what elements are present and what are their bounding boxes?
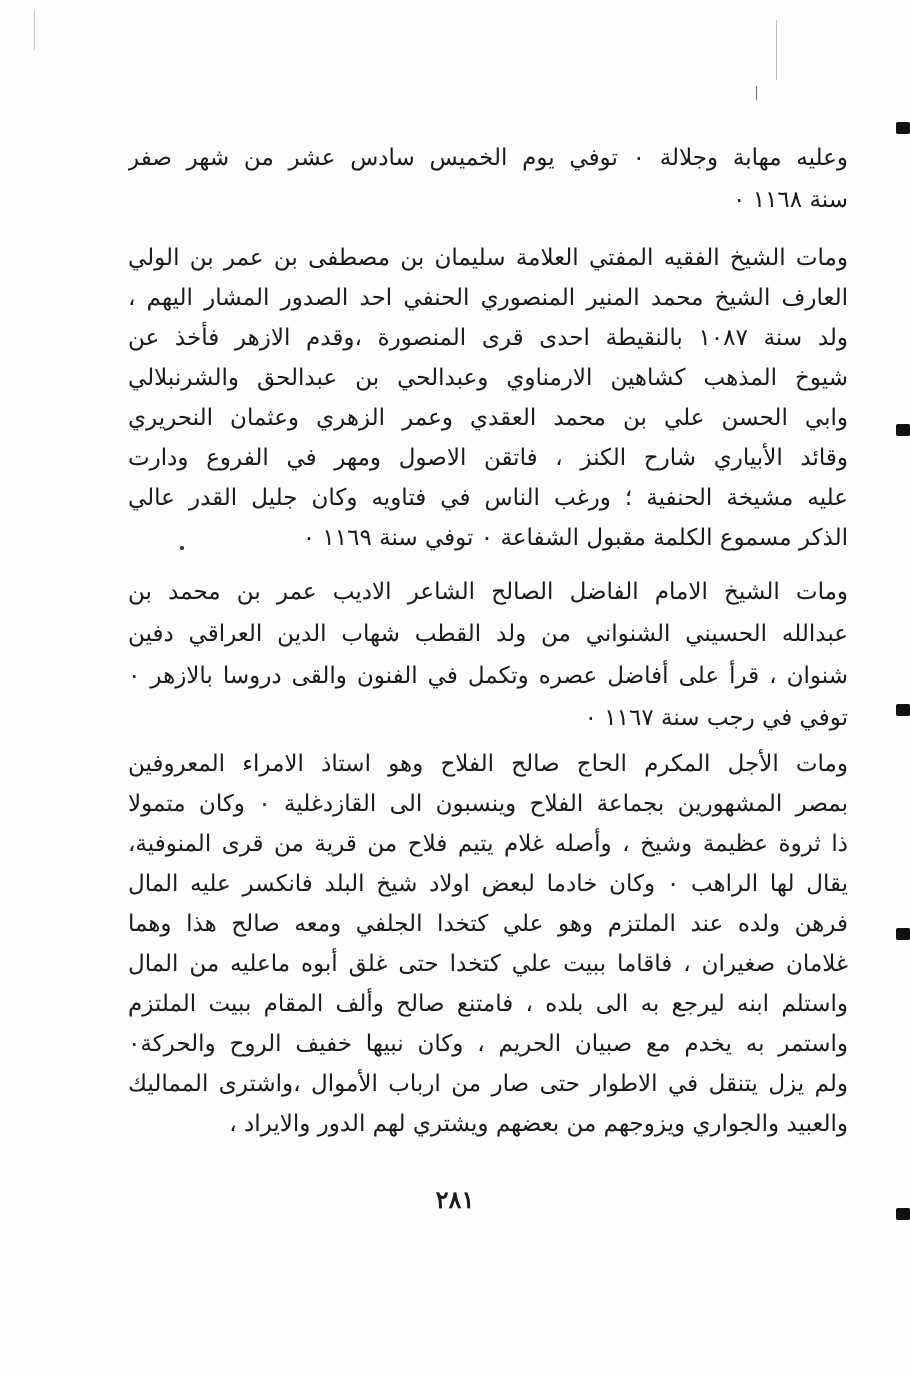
text-line: ومات الأجل المكرم الحاج صالح الفلاح وهو استاذ الامراء المعروفين	[128, 751, 848, 777]
scan-speck	[180, 546, 184, 550]
text-line: غلامان صغيران ، فاقاما ببيت علي كتخدا حتى غلق أبوه ماعليه من المال	[128, 951, 848, 977]
scan-hairline	[756, 86, 757, 100]
text-line: الذكر مسموع الكلمة مقبول الشفاعة ٠ توفي سنة ١١٦٩ ٠	[302, 525, 848, 551]
text-line: واستلم ابنه ليرجع به الى بلده ، فامتنع صالح وألف المقام ببيت الملتزم	[128, 991, 848, 1017]
text-line: ومات الشيخ الفقيه المفتي العلامة سليمان بن مصطفى بن عمر بن الولي	[128, 245, 848, 271]
text-line: ولم يزل يتنقل في الاطوار حتى صار من ارباب الأموال ،واشترى المماليك	[128, 1071, 848, 1097]
text-line: عليه مشيخة الحنفية ؛ ورغب الناس في فتاويه وكان جليل القدر عالي	[128, 485, 848, 511]
scan-edge-mark	[896, 1208, 910, 1220]
text-line: ومات الشيخ الامام الفاضل الصالح الشاعر الاديب عمر بن محمد بن	[128, 579, 848, 605]
text-line: توفي في رجب سنة ١١٦٧ ٠	[584, 705, 848, 731]
text-line: بمصر المشهورين بجماعة الفلاح وينسبون الى القازدغلية ٠ وكان متمولا	[128, 791, 848, 817]
text-line: وابي الحسن علي بن محمد العقدي وعمر الزهري وعثمان النحريري	[128, 405, 848, 431]
scan-hairline	[776, 20, 777, 80]
text-line: ولد سنة ١٠٨٧ بالنقيطة احدى قرى المنصورة ،وقدم الازهر فأخذ عن	[128, 325, 848, 351]
text-line: ذا ثروة عظيمة وشيخ ، وأصله غلام يتيم فلاح من قرية من قرى المنوفية،	[128, 831, 848, 857]
scan-edge-mark	[896, 424, 910, 436]
text-line: العارف الشيخ محمد المنير المنصوري الحنفي احد الصدور المشار اليهم ،	[128, 285, 848, 311]
scan-hairline	[34, 10, 35, 50]
text-line: عبدالله الحسيني الشنواني من ولد القطب شهاب الدين العراقي دفين	[128, 621, 848, 647]
text-line: واستمر به يخدم مع صبيان الحريم ، وكان نبيها خفيف الروح والحركة٠	[128, 1031, 848, 1057]
text-line: سنة ١١٦٨ ٠	[733, 187, 848, 213]
scan-edge-mark	[896, 122, 910, 134]
text-line: والعبيد والجواري ويزوجهم من بعضهم ويشتري لهم الدور والايراد ،	[229, 1111, 848, 1137]
page-number: ٢٨١	[435, 1185, 475, 1214]
text-line: وقائد الأبياري شارح الكنز ، فاتقن الاصول ومهر في الفروع ودارت	[128, 445, 848, 471]
text-line: شيوخ المذهب كشاهين الارمناوي وعبدالحي بن عبدالحق والشرنبلالي	[128, 365, 848, 391]
text-line: يقال لها الراهب ٠ وكان خادما لبعض اولاد شيخ البلد فانكسر عليه المال	[128, 871, 848, 897]
text-line: شنوان ، قرأ على أفاضل عصره وتكمل في الفنون والقى دروسا بالازهر ٠	[128, 663, 848, 689]
scan-edge-mark	[896, 704, 910, 716]
text-line: وعليه مهابة وجلالة ٠ توفي يوم الخميس سادس عشر من شهر صفر	[128, 145, 848, 171]
text-line: فرهن ولده عند الملتزم وهو علي كتخدا الجلفي ومعه صالح هذا وهما	[128, 911, 848, 937]
scan-edge-mark	[896, 928, 910, 940]
